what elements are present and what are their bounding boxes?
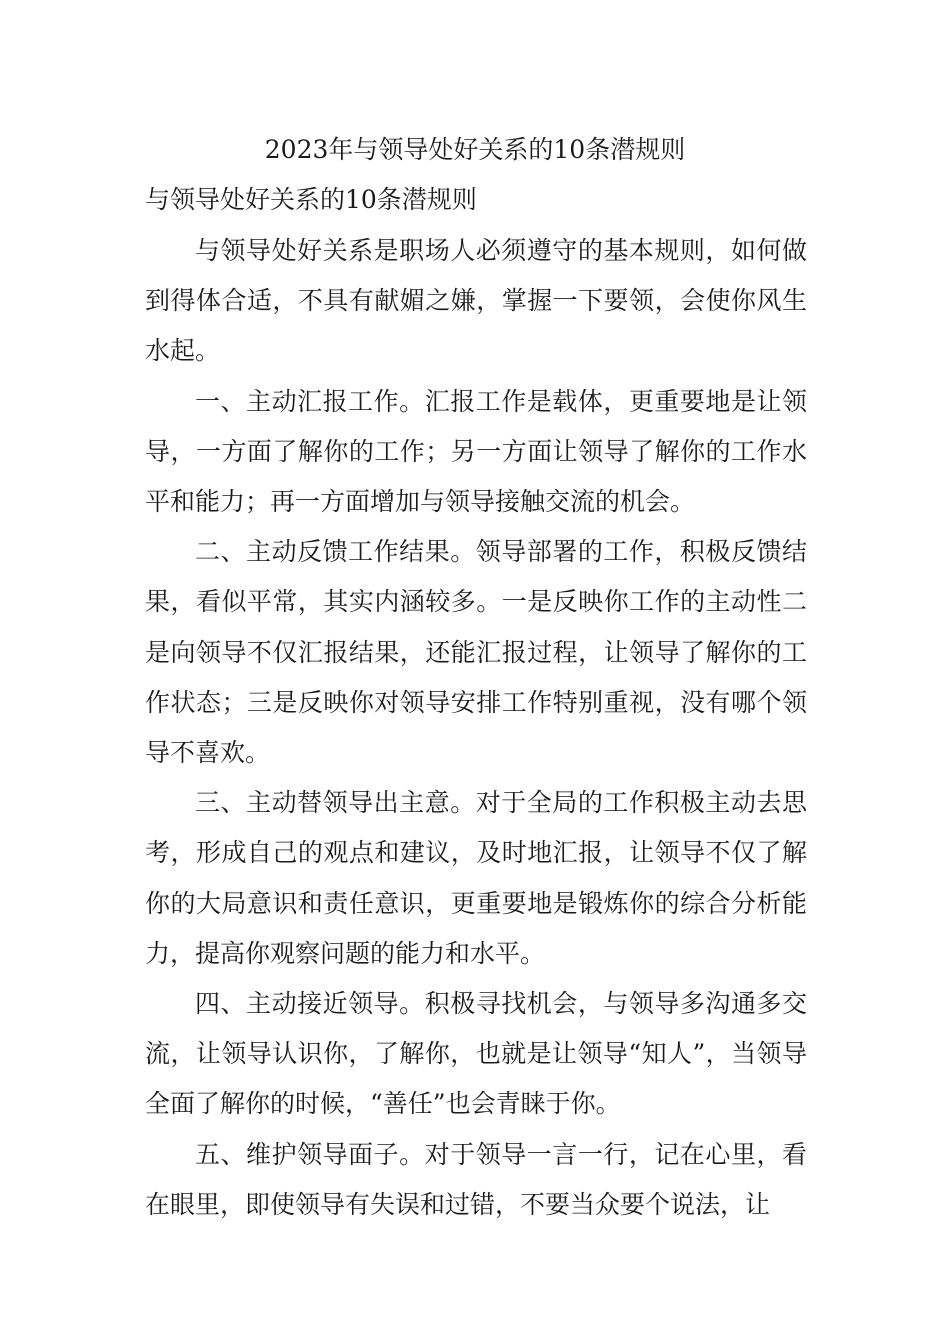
paragraph-rule-3: 三、主动替领导出主意。对于全局的工作积极主动去思考，形成自己的观点和建议，及时地汇报，让领导不仅了解你的大局意识和责任意识，更重要地是锻炼你的综合分析能力，提高你观察问题的能力和水平。	[145, 788, 807, 968]
paragraph-rule-1: 一、主动汇报工作。汇报工作是载体，更重要地是让领导，一方面了解你的工作；另一方面让领导了解你的工作水平和能力；再一方面增加与领导接触交流的机会。	[145, 386, 807, 517]
paragraph-rule-4: 四、主动接近领导。积极寻找机会，与领导多沟通多交流，让领导认识你，了解你，也就是让领导“知人”，当领导全面了解你的时候，“善任”也会青睐于你。	[145, 989, 807, 1119]
paragraph-intro: 与领导处好关系是职场人必须遵守的基本规则，如何做到得体合适，不具有献媚之嫌，掌握一下要领，会使你风生水起。	[145, 236, 807, 366]
document-body	[145, 226, 807, 1230]
document-title: 2023年与领导处好关系的10条潜规则	[264, 135, 686, 164]
paragraph-rule-5: 五、维护领导面子。对于领导一言一行，记在心里，看在眼里，即使领导有失误和过错，不要当众要个说法，让	[145, 1139, 807, 1219]
paragraph-rule-2: 二、主动反馈工作结果。领导部署的工作，积极反馈结果，看似平常，其实内涵较多。一是反映你工作的主动性二是向领导不仅汇报结果，还能汇报过程，让领导了解你的工作状态；三是反映你对领导安排工作特别重视，没有哪个领导不喜欢。	[145, 537, 807, 768]
document-subtitle: 与领导处好关系的10条潜规则	[145, 185, 477, 214]
